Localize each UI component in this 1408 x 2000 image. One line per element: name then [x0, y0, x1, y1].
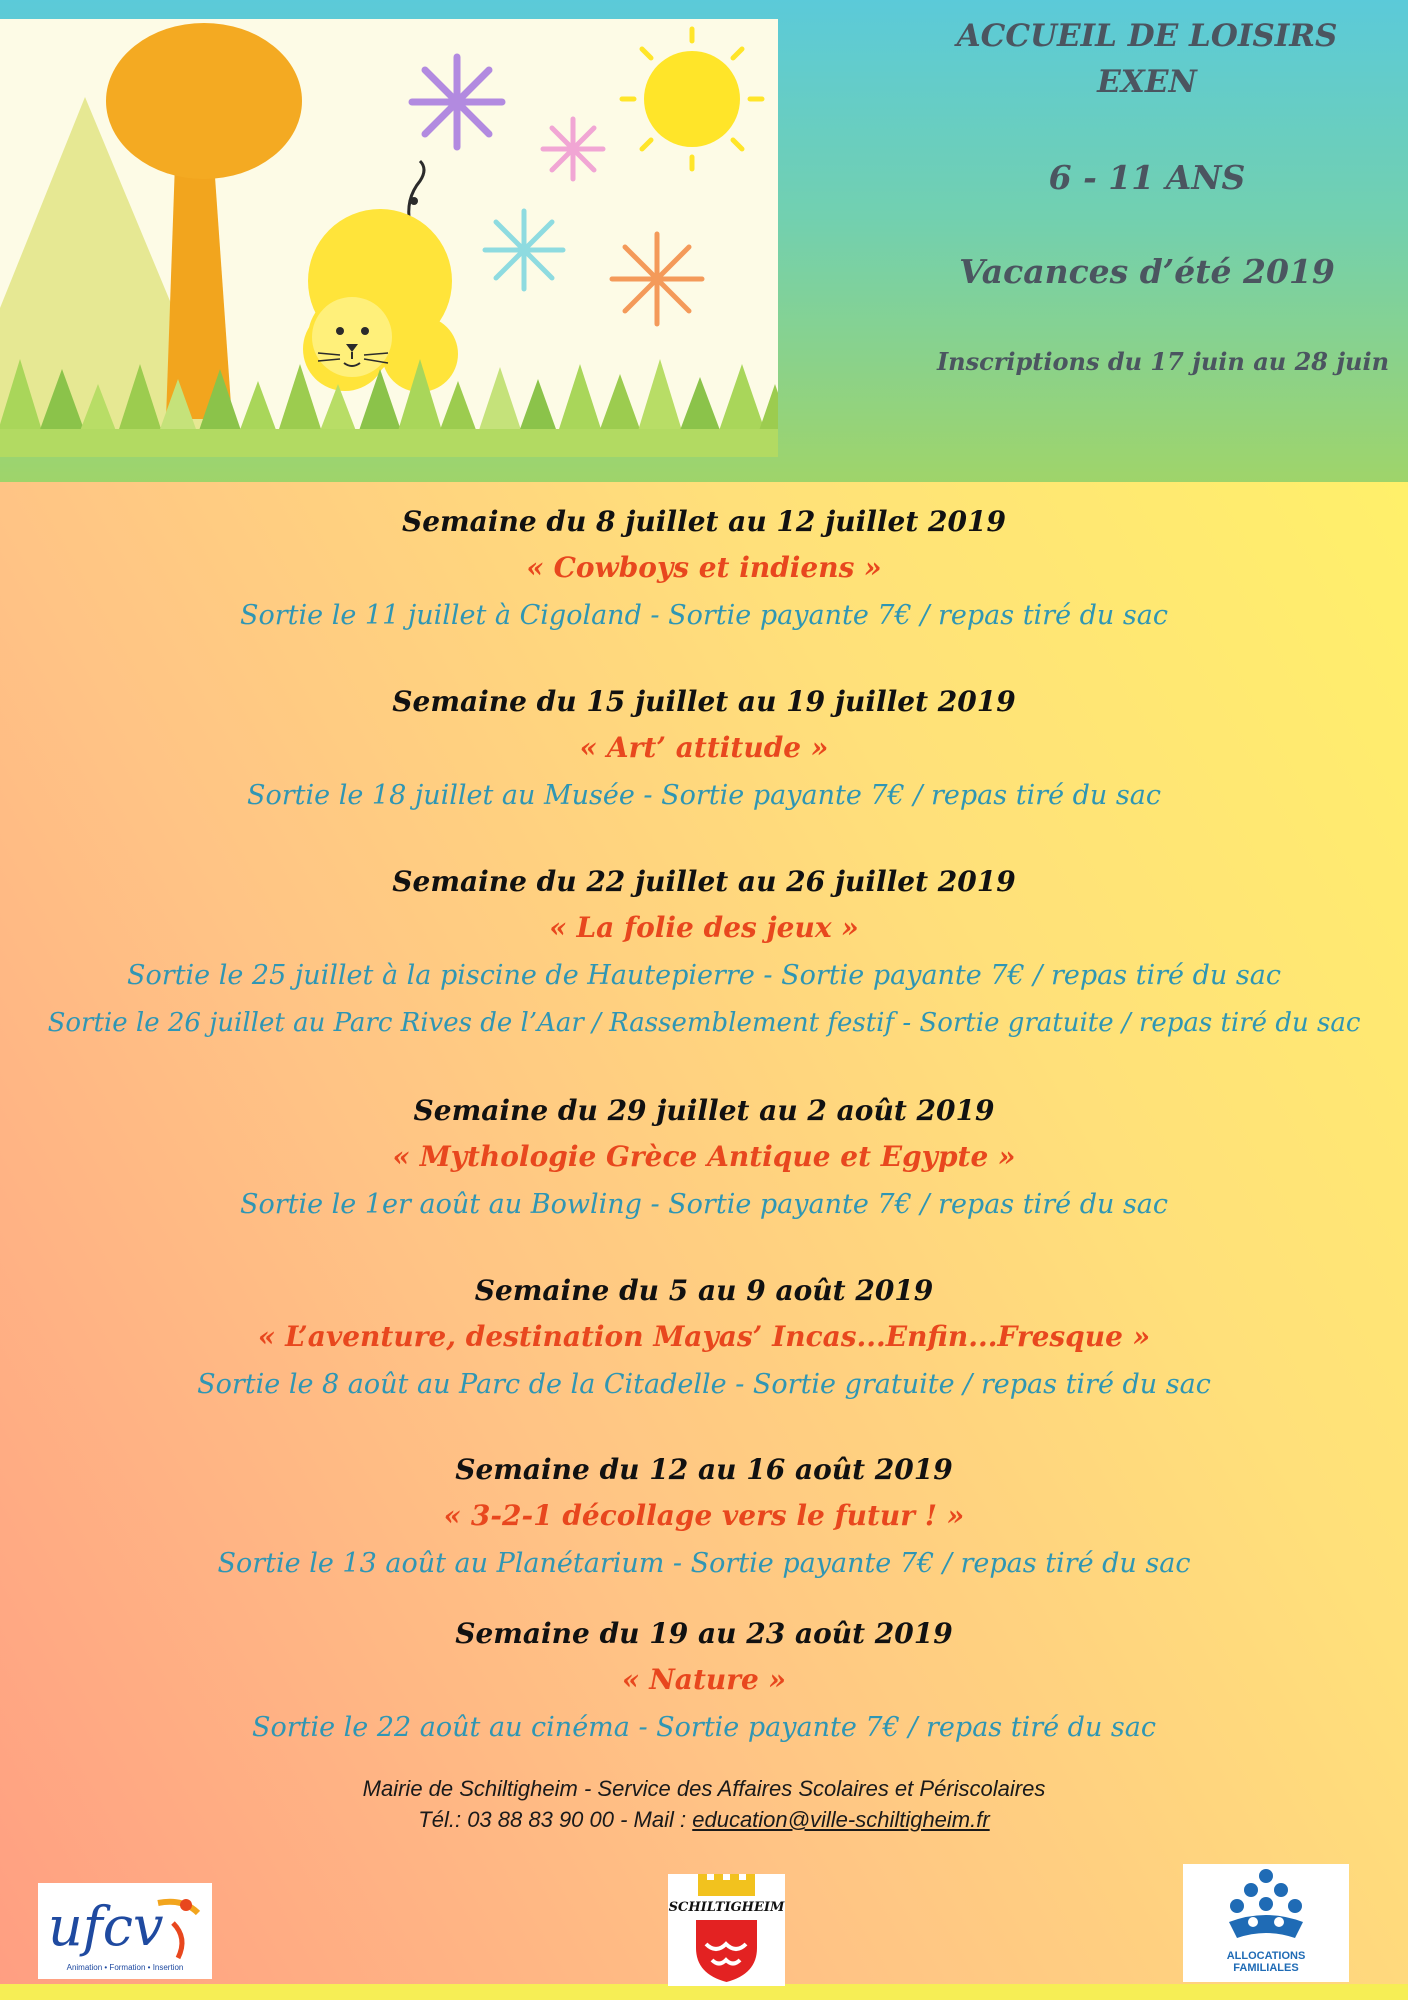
week-title: Semaine du 29 juillet au 2 août 2019: [413, 1094, 995, 1127]
sun-icon: [622, 29, 762, 169]
footer-organization: Mairie de Schiltigheim - Service des Affaires Scolaires et Périscolaires: [362, 1776, 1046, 1801]
footer-contact: [0, 1773, 1408, 1835]
week-theme: « Cowboys et indiens »: [526, 551, 882, 584]
lion-icon: [303, 161, 458, 392]
week-theme: « La folie des jeux »: [549, 911, 859, 944]
purple-star-icon: [412, 57, 502, 147]
header-title-line1: ACCUEIL DE LOISIRS: [956, 18, 1338, 54]
week-block-3: [0, 860, 1408, 1046]
week-block-1: [0, 500, 1408, 640]
week-block-7: [0, 1612, 1408, 1752]
week-outing: Sortie le 25 juillet à la piscine de Hautepierre - Sortie payante 7€ / repas tiré du sac: [127, 960, 1281, 991]
lion-landscape-illustration: [0, 19, 778, 457]
week-theme: « Mythologie Grèce Antique et Egypte »: [392, 1140, 1016, 1173]
week-title: Semaine du 22 juillet au 26 juillet 2019: [392, 865, 1016, 898]
schiltigheim-logo: [668, 1874, 785, 1986]
week-outing: Sortie le 8 août au Parc de la Citadelle - Sortie gratuite / repas tiré du sac: [197, 1369, 1211, 1400]
ufcv-tagline: Animation • Formation • Insertion: [66, 1963, 184, 1972]
caf-name-line2: FAMILIALES: [1233, 1962, 1299, 1974]
week-outing: Sortie le 26 juillet au Parc Rives de l’Aar / Rassemblement festif - Sortie gratuite / repas tiré du sac: [47, 1008, 1361, 1038]
schiltigheim-name: SCHILTIGHEIM: [668, 1900, 785, 1915]
orange-star-icon: [612, 234, 702, 324]
header-title-line2: EXEN: [1097, 64, 1197, 100]
ufcv-wordmark: ufcv: [48, 1895, 164, 1958]
week-theme: « 3-2-1 décollage vers le futur ! »: [443, 1499, 965, 1532]
header-season: Vacances d’été 2019: [959, 252, 1335, 291]
email-link[interactable]: education@ville-schiltigheim.fr: [692, 1807, 990, 1832]
ufcv-logo: [38, 1883, 212, 1979]
caf-logo: [1183, 1864, 1349, 1982]
schiltigheim-crest-icon: [668, 1874, 785, 1986]
week-title: Semaine du 8 juillet au 12 juillet 2019: [402, 505, 1006, 538]
week-title: Semaine du 12 au 16 août 2019: [455, 1453, 953, 1486]
header-registration-dates: Inscriptions du 17 juin au 28 juin: [936, 347, 1390, 376]
tree-top: [106, 23, 302, 179]
week-block-2: [0, 680, 1408, 820]
cyan-star-icon: [485, 211, 563, 289]
week-title: Semaine du 5 au 9 août 2019: [474, 1274, 934, 1307]
week-outing: Sortie le 13 août au Planétarium - Sortie payante 7€ / repas tiré du sac: [217, 1548, 1191, 1579]
week-theme: « L’aventure, destination Mayas’ Incas...Enfin...Fresque »: [257, 1320, 1151, 1353]
header-illustration: [0, 19, 778, 457]
header-age-range: 6 - 11 ANS: [1048, 158, 1246, 197]
bottom-strip: [0, 1984, 1408, 2000]
week-outing: Sortie le 18 juillet au Musée - Sortie payante 7€ / repas tiré du sac: [247, 780, 1161, 811]
week-block-6: [0, 1448, 1408, 1588]
week-outing: Sortie le 1er août au Bowling - Sortie payante 7€ / repas tiré du sac: [239, 1189, 1169, 1220]
week-theme: « Nature »: [621, 1663, 787, 1696]
footer-contact-line: [0, 1804, 1408, 1835]
week-theme: « Art’ attitude »: [579, 731, 829, 764]
footer-phone: Tél.: 03 88 83 90 00 - Mail :: [418, 1807, 693, 1832]
caf-name-line1: ALLOCATIONS: [1226, 1950, 1306, 1962]
pink-star-icon: [543, 119, 603, 179]
week-block-5: [0, 1269, 1408, 1409]
week-outing: Sortie le 11 juillet à Cigoland - Sortie payante 7€ / repas tiré du sac: [240, 600, 1168, 631]
week-outing: Sortie le 22 août au cinéma - Sortie payante 7€ / repas tiré du sac: [251, 1712, 1157, 1743]
week-title: Semaine du 15 juillet au 19 juillet 2019: [392, 685, 1016, 718]
week-block-4: [0, 1089, 1408, 1229]
caf-name: [1183, 1950, 1349, 1974]
week-title: Semaine du 19 au 23 août 2019: [455, 1617, 953, 1650]
